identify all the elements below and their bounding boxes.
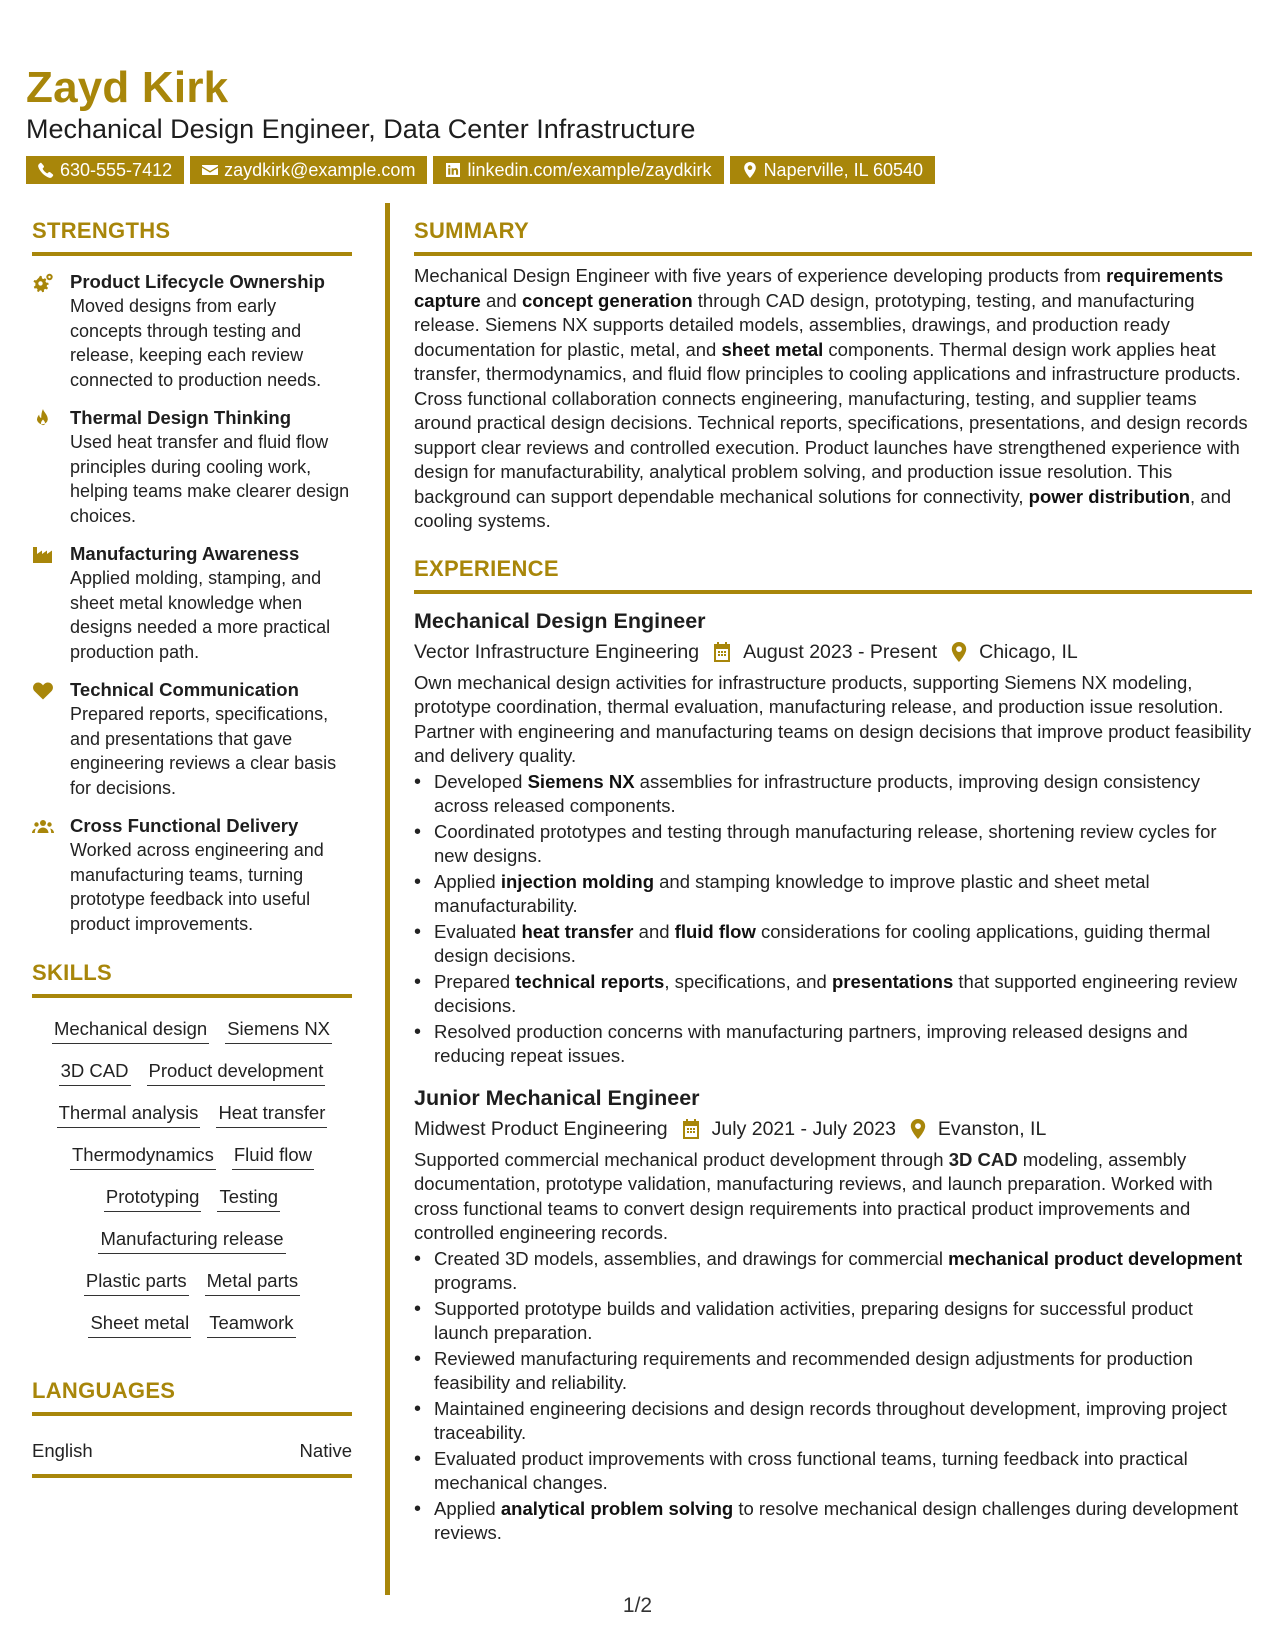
strength-item [32,270,352,392]
strengths-rule [32,252,352,256]
language-name: English [32,1440,93,1461]
bullet-item: • Resolved production concerns with manufacturing partners, improving released designs and reducing repeat issues. [414,1020,1252,1069]
strength-item [32,542,352,664]
skills-list [32,1016,352,1338]
right-column [414,216,1252,1546]
job-title: Junior Mechanical Engineer [414,1085,700,1110]
skill-tag: Metal parts [205,1268,301,1296]
bullet-item: • Created 3D models, assemblies, and drawings for commercial mechanical product development programs. [414,1247,1252,1296]
envelope-icon [202,162,218,178]
linkedin-icon [445,162,461,178]
emphasis-text: fluid flow [674,920,756,942]
bullet-item: • Applied analytical problem solving to resolve mechanical design challenges during development reviews. [414,1497,1252,1546]
skill-tag: Sheet metal [88,1310,191,1338]
skill-tag: Fluid flow [232,1142,314,1170]
job-bullets [414,770,1252,1069]
strength-item [32,814,352,936]
emphasis-text: sheet metal [721,338,824,360]
strength-title: Thermal Design Thinking [70,407,291,428]
job-meta [414,1114,1252,1144]
calendar-icon [682,1119,700,1139]
phone-text: 630-555-7412 [60,160,173,180]
skills-section [32,958,352,1338]
contact-phone[interactable] [26,156,184,184]
skill-tag: Testing [217,1184,280,1212]
skills-heading: SKILLS [32,960,113,985]
bullet-item: • Reviewed manufacturing requirements and recommended design adjustments for production feasibility and reliability. [414,1347,1252,1396]
emphasis-text: injection molding [500,870,654,892]
page-number: 1/2 [622,1594,653,1617]
bullet-item: • Developed Siemens NX assemblies for infrastructure products, improving design consistency across released components. [414,770,1252,819]
skill-tag: Thermodynamics [70,1142,216,1170]
gears-icon [32,273,54,293]
language-level: Native [299,1440,352,1461]
bullet-item: • Evaluated product improvements with cross functional teams, turning feedback into practical mechanical changes. [414,1447,1252,1496]
skills-rule [32,994,352,998]
bullet-item: • Supported prototype builds and validation activities, preparing designs for successful product launch preparation. [414,1297,1252,1346]
skill-tag: Siemens NX [225,1016,332,1044]
emphasis-text: 3D CAD [948,1148,1018,1170]
skill-tag: Teamwork [207,1310,295,1338]
strength-desc: Worked across engineering and manufacturing teams, turning prototype feedback into useful product improvements. [70,840,324,934]
emphasis-text: analytical problem solving [500,1497,734,1519]
job-description: Own mechanical design activities for infrastructure products, supporting Siemens NX modeling, prototype coordination, thermal evaluation, manufacturing release, and production issue resolution. Partner with engineering and manufacturing teams on design decisions that improve product feasibility and delivery quality. [414,671,1252,766]
bullet-item: • Maintained engineering decisions and design records throughout development, improving project traceability. [414,1397,1252,1446]
job-company: Midwest Product Engineering [414,1117,668,1140]
strength-item [32,678,352,800]
phone-icon [38,162,54,178]
job-location: Evanston, IL [937,1117,1047,1140]
candidate-name: Zayd Kirk [26,63,229,112]
contact-email[interactable] [190,156,427,184]
emphasis-text: mechanical product development [948,1247,1243,1269]
bullet-item: • Applied injection molding and stamping knowledge to improve plastic and sheet metal manufacturability. [414,870,1252,919]
language-level-bar [32,1474,352,1478]
summary-rule [414,252,1252,256]
languages-section [32,1376,352,1478]
languages-rule [32,1412,352,1416]
bullet-item: • Coordinated prototypes and testing through manufacturing release, shortening review cycles for new designs. [414,820,1252,869]
job-location: Chicago, IL [979,640,1078,663]
strength-desc: Prepared reports, specifications, and presentations that gave engineering reviews a clear basis for decisions. [70,704,337,798]
language-row [32,1438,352,1464]
job-meta [414,637,1252,667]
summary-heading: SUMMARY [414,218,529,243]
skill-tag: Heat transfer [216,1100,327,1128]
strengths-section [32,216,352,936]
skill-tag: 3D CAD [59,1058,131,1086]
skill-tag: Product development [147,1058,326,1086]
bullet-item: • Evaluated heat transfer and fluid flow considerations for cooling applications, guiding thermal design decisions. [414,920,1252,969]
strength-item [32,406,352,528]
skill-tag: Manufacturing release [98,1226,285,1254]
job-description: Supported commercial mechanical product development through 3D CAD modeling, assembly documentation, prototype validation, manufacturing reviews, and launch preparation. Worked with cross functional teams to convert design requirements into practical product improvements and controlled engineering records. [414,1148,1213,1243]
heart-icon [32,681,54,701]
contact-linkedin[interactable] [433,156,723,184]
strengths-heading: STRENGTHS [32,218,171,243]
skill-tag: Plastic parts [84,1268,189,1296]
column-divider [385,203,390,1595]
summary-text: Mechanical Design Engineer with five years of experience developing products from requirements capture and concept generation through CAD design, prototyping, testing, and manufacturing release. Siemens NX supports detailed models, assemblies, drawings, and production ready documentation for plastic, metal, and sheet metal components. Thermal design work applies heat transfer, thermodynamics, and fluid flow principles to cooling applications and infrastructure products. Cross functional collaboration connects engineering, manufacturing, testing, and supplier teams around practical design decisions. Technical reports, specifications, presentations, and design records support clear reviews and controlled execution. Product launches have strengthened experience with design for manufacturability, analytical problem solving, and production issue resolution. This background can support dependable mechanical solutions for connectivity, power distribution, and cooling systems. [414,265,1248,531]
languages-heading: LANGUAGES [32,1378,176,1403]
strength-desc: Applied molding, stamping, and sheet metal knowledge when designs needed a more practical production path. [70,568,331,662]
strength-desc: Used heat transfer and fluid flow principles during cooling work, helping teams make clearer design choices. [70,432,350,526]
map-pin-icon [910,1119,926,1139]
emphasis-text: concept generation [521,289,693,311]
factory-icon [32,545,54,565]
job-dates: July 2021 - July 2023 [711,1117,896,1140]
emphasis-text: power distribution [1028,485,1191,507]
experience-heading: EXPERIENCE [414,555,559,581]
resume-header [26,60,1256,184]
calendar-icon [713,642,731,662]
location-text: Naperville, IL 60540 [763,160,923,180]
map-pin-icon [742,162,758,178]
job-entry [414,606,1252,1069]
job-dates: August 2023 - Present [743,640,938,663]
email-text: zaydkirk@example.com [224,160,416,180]
bullet-item: • Prepared technical reports, specifications, and presentations that supported engineering review decisions. [414,970,1252,1019]
emphasis-text: heat transfer [521,920,634,942]
experience-rule [414,590,1252,594]
left-column [32,216,352,1478]
experience-section [414,554,1252,1546]
skill-tag: Prototyping [104,1184,202,1212]
emphasis-text: requirements capture [414,265,1224,311]
flame-icon [32,409,54,429]
strength-title: Cross Functional Delivery [70,815,299,836]
emphasis-text: presentations [831,970,954,992]
emphasis-text: Siemens NX [527,770,635,792]
strength-desc: Moved designs from early concepts through testing and release, keeping each review connected to production needs. [70,296,322,390]
job-bullets [414,1247,1252,1546]
contact-bar [26,156,1256,184]
strength-title: Technical Communication [70,679,299,700]
summary-section [414,216,1252,534]
strength-title: Product Lifecycle Ownership [70,271,325,292]
contact-location [730,156,935,184]
skill-tag: Mechanical design [52,1016,209,1044]
job-title: Mechanical Design Engineer [414,608,706,633]
skill-tag: Thermal analysis [57,1100,201,1128]
job-company: Vector Infrastructure Engineering [414,640,700,663]
map-pin-icon [951,642,967,662]
users-icon [32,817,54,837]
job-entry [414,1083,1252,1546]
emphasis-text: technical reports [515,970,665,992]
linkedin-text: linkedin.com/example/zaydkirk [467,160,712,180]
strength-title: Manufacturing Awareness [70,543,300,564]
candidate-title: Mechanical Design Engineer, Data Center Infrastructure [26,114,696,144]
